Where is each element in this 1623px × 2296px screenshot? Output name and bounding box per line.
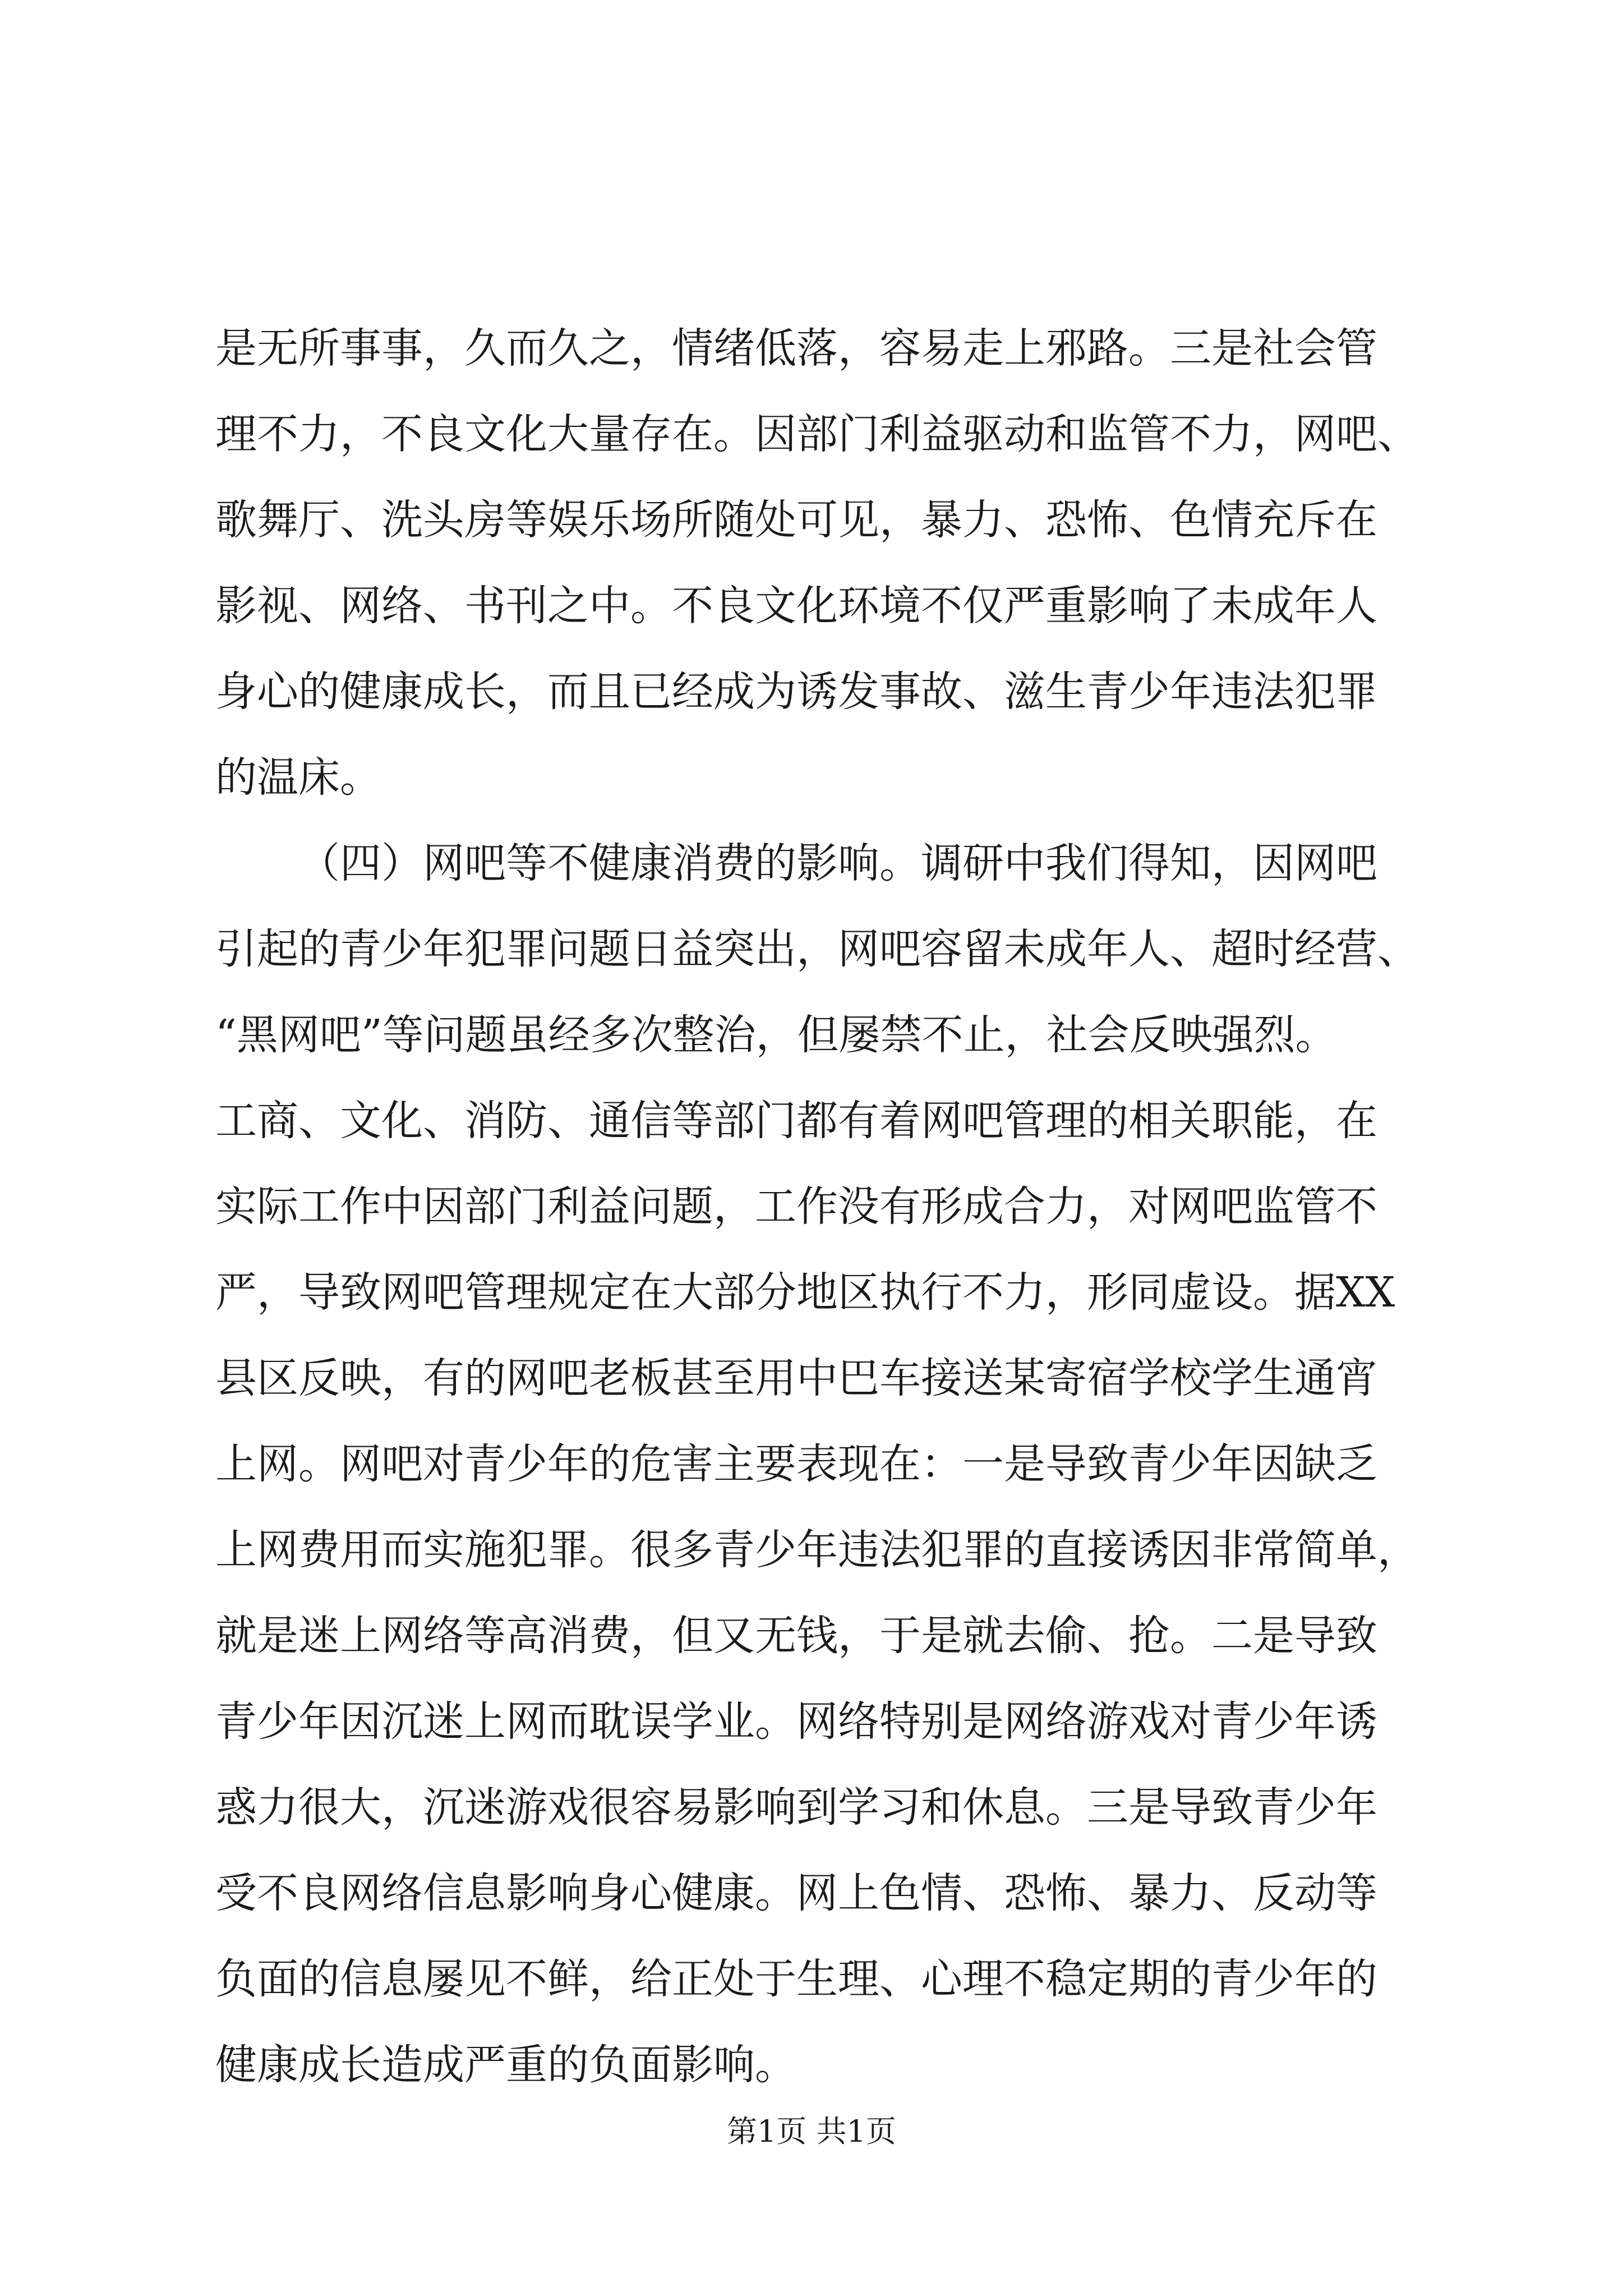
text-line: 理不力，不良文化大量存在。因部门利益驱动和监管不力，网吧、	[215, 410, 1419, 458]
text-line: 健康成长造成严重的负面影响。	[215, 2041, 796, 2089]
text-line: 就是迷上网络等高消费，但又无钱，于是就去偷、抢。二是导致	[215, 1612, 1377, 1660]
text-line: 县区反映，有的网吧老板甚至用中巴车接送某寄宿学校学生通宵	[215, 1354, 1377, 1402]
paragraph	[215, 306, 1424, 821]
text-line: 严，导致网吧管理规定在大部分地区执行不力，形同虚设。据XX	[215, 1268, 1395, 1317]
text-line: 惑力很大，沉迷游戏很容易影响到学习和休息。三是导致青少年	[215, 1783, 1377, 1832]
text-line: 的温床。	[215, 753, 381, 802]
text-line: 歌舞厅、洗头房等娱乐场所随处可见，暴力、恐怖、色情充斥在	[215, 496, 1377, 544]
text-line: 受不良网络信息影响身心健康。网上色情、恐怖、暴力、反动等	[215, 1869, 1377, 1917]
text-line: 负面的信息屡见不鲜，给正处于生理、心理不稳定期的青少年的	[215, 1955, 1377, 2003]
document-body	[215, 306, 1424, 2108]
text-line: 引起的青少年犯罪问题日益突出，网吧容留未成年人、超时经营、	[215, 925, 1419, 973]
text-line: 是无所事事，久而久之，情绪低落，容易走上邪路。三是社会管	[215, 324, 1377, 372]
text-line: （四）网吧等不健康消费的影响。调研中我们得知，因网吧	[298, 839, 1377, 887]
text-line: “黑网吧”等问题虽经多次整治，但屡禁不止，社会反映强烈。	[215, 1011, 1337, 1059]
page-footer: 第1页 共1页	[727, 2114, 896, 2149]
text-line: 青少年因沉迷上网而耽误学业。网络特别是网络游戏对青少年诱	[215, 1697, 1377, 1746]
text-line: 影视、网络、书刊之中。不良文化环境不仅严重影响了未成年人	[215, 582, 1377, 630]
text-line: 身心的健康成长，而且已经成为诱发事故、滋生青少年违法犯罪	[215, 668, 1377, 716]
text-line: 上网费用而实施犯罪。很多青少年违法犯罪的直接诱因非常简单，	[215, 1526, 1419, 1574]
paragraph	[215, 821, 1424, 2108]
text-line: 工商、文化、消防、通信等部门都有着网吧管理的相关职能，在	[215, 1097, 1377, 1145]
text-line: 上网。网吧对青少年的危害主要表现在：一是导致青少年因缺乏	[215, 1440, 1377, 1488]
text-line: 实际工作中因部门利益问题，工作没有形成合力，对网吧监管不	[215, 1182, 1377, 1231]
